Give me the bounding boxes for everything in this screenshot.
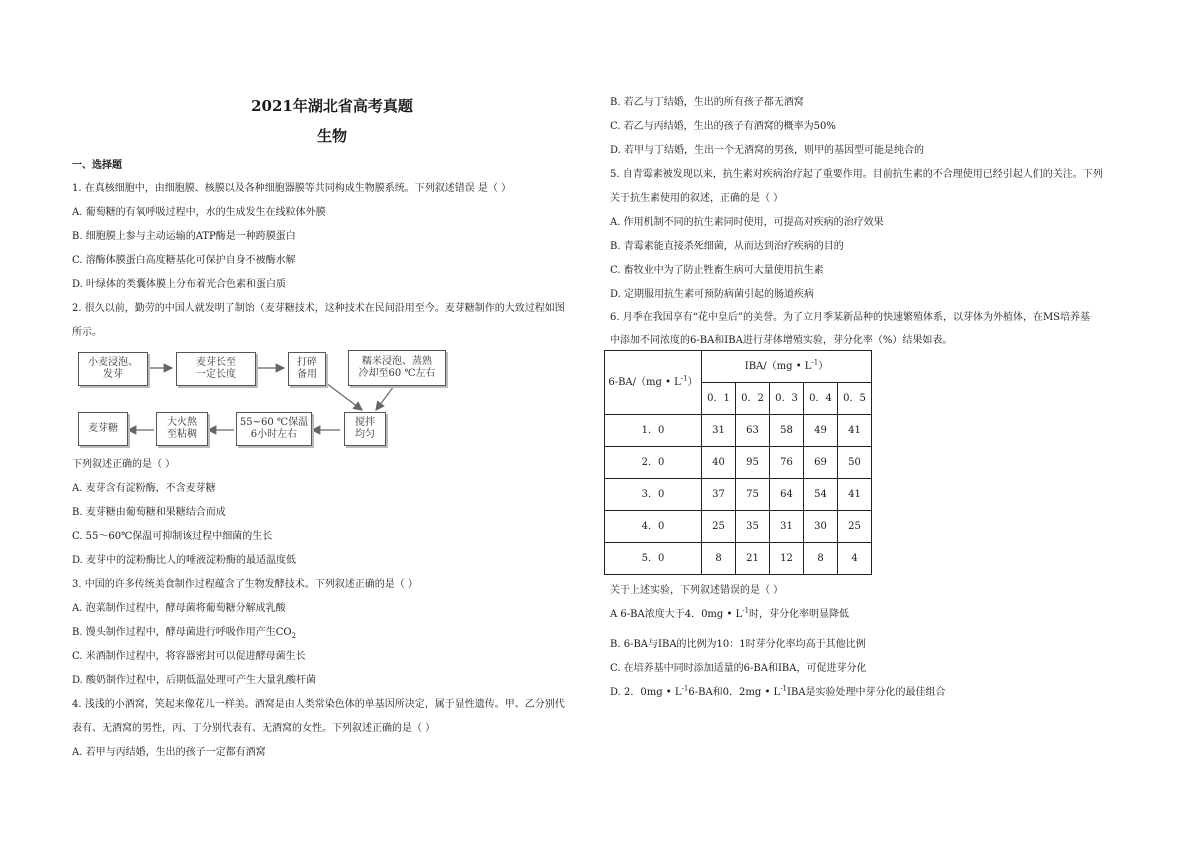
q6-stem-line1: 6. 月季在我国享有“花中皇后”的美誉。为了立月季某新品种的快速繁殖体系，以芽体为外植体，在MS培养基: [610, 312, 1091, 323]
q6-option-a: A 6-BA浓度大于4．0mg • $L^{-1}$时，芽分化率明显降低: [610, 606, 850, 620]
flow-step-incubate: 55~60 ℃保温 6小时左右: [236, 412, 312, 446]
q4-option-c: C. 若乙与丙结婚，生出的孩子有酒窝的概率为50%: [610, 121, 836, 132]
q3-option-b: B. 馒头制作过程中，酵母菌进行呼吸作用产生$CO_2$: [72, 627, 297, 640]
table-cell: 58: [770, 415, 804, 447]
table-row: [605, 511, 872, 543]
ba-iba-table: [604, 350, 872, 575]
flow-step-crush: 打碎 备用: [288, 352, 326, 386]
table-row-header: 6-BA/（mg • $L^{-1}$）: [605, 351, 702, 415]
table-cell: 4: [838, 543, 872, 575]
flow-step-glutinous-rice: 糯米浸泡、蒸熟 冷却至60 ℃左右: [348, 350, 446, 386]
q4-option-b: B. 若乙与丁结婚，生出的所有孩子都无酒窝: [610, 97, 804, 108]
flow-step-stir: 搅拌 均匀: [344, 412, 386, 446]
flow-step-malt-grow: 麦芽长至 一定长度: [176, 352, 256, 386]
table-cell: 2．0: [605, 447, 702, 479]
table-cell: 25: [702, 511, 736, 543]
section-heading: 一、选择题: [72, 160, 122, 171]
table-row: [605, 415, 872, 447]
q5-option-b: B. 青霉素能直接杀死细菌，从而达到治疗疾病的目的: [610, 241, 844, 252]
table-cell: 12: [770, 543, 804, 575]
page-title: 2021年湖北省高考真题: [251, 97, 413, 115]
q6-option-b: B. 6-BA与IBA的比例为10：1时芽分化率均高于其他比例: [610, 639, 866, 650]
table-cell: 8: [702, 543, 736, 575]
q3-stem: 3. 中国的许多传统美食制作过程蕴含了生物发酵技术。下列叙述正确的是（ ）: [72, 579, 418, 590]
q1-option-a: A. 葡萄糖的有氧呼吸过程中，水的生成发生在线粒体外膜: [72, 207, 326, 218]
flow-step-boil: 大火熬 至粘稠: [156, 412, 208, 446]
q2-option-d: D. 麦芽中的淀粉酶比人的唾液淀粉酶的最适温度低: [72, 555, 297, 566]
q3-option-c: C. 米酒制作过程中，将容器密封可以促进酵母菌生长: [72, 651, 306, 662]
table-cell: 5．0: [605, 543, 702, 575]
q3-option-d: D. 酸奶制作过程中，后期低温处理可产生大量乳酸杆菌: [72, 675, 317, 686]
table-row: [605, 447, 872, 479]
q2-ask: 下列叙述正确的是（ ）: [72, 459, 176, 470]
q5-option-a: A. 作用机制不同的抗生素同时使用，可提高对疾病的治疗效果: [610, 217, 884, 228]
table-iba-head: 0．4: [804, 383, 838, 415]
table-cell: 25: [838, 511, 872, 543]
q5-option-c: C. 畜牧业中为了防止牲畜生病可大量使用抗生素: [610, 265, 824, 276]
q6-option-d: D. 2．0mg • $L^{-1}6-BA$和0．2mg • $L^{-1}IBA$是实验处理中芽分化的最佳组合: [610, 684, 946, 698]
q1-option-b: B. 细胞膜上参与主动运输的ATP酶是一种跨膜蛋白: [72, 231, 296, 242]
q2-stem-line2: 所示。: [72, 327, 102, 338]
table-cell: 30: [804, 511, 838, 543]
table-cell: 63: [736, 415, 770, 447]
table-cell: 41: [838, 415, 872, 447]
q1-option-c: C. 溶酶体膜蛋白高度糖基化可保护自身不被酶水解: [72, 255, 296, 266]
q6-ask: 关于上述实验，下列叙述错误的是（ ）: [610, 585, 784, 596]
table-cell: 54: [804, 479, 838, 511]
table-cell: 40: [702, 447, 736, 479]
q5-option-d: D. 定期服用抗生素可预防病菌引起的肠道疾病: [610, 289, 815, 300]
table-iba-head: 0．1: [702, 383, 736, 415]
table-cell: 41: [838, 479, 872, 511]
table-iba-head: 0．2: [736, 383, 770, 415]
table-cell: 75: [736, 479, 770, 511]
table-row: [605, 543, 872, 575]
page-subtitle: 生物: [316, 127, 347, 145]
table-cell: 95: [736, 447, 770, 479]
q6-option-c: C. 在培养基中同时添加适量的6-BA和IBA，可促进芽分化: [610, 663, 867, 674]
table-cell: 1．0: [605, 415, 702, 447]
table-cell: 49: [804, 415, 838, 447]
maltose-flow-diagram: [72, 348, 472, 448]
flow-step-soak-wheat: 小麦浸泡、 发芽: [78, 352, 148, 386]
table-cell: 3．0: [605, 479, 702, 511]
q2-option-c: C. 55～60℃保温可抑制该过程中细菌的生长: [72, 531, 273, 542]
q3-option-a: A. 泡菜制作过程中，酵母菌将葡萄糖分解成乳酸: [72, 603, 286, 614]
table-cell: 21: [736, 543, 770, 575]
q2-stem-line1: 2. 很久以前，勤劳的中国人就发明了制饴（麦芽糖技术，这种技术在民间沿用至今。麦芽糖制作的大致过程如图: [72, 303, 565, 314]
table-row: [605, 479, 872, 511]
q5-stem-line2: 关于抗生素使用的叙述，正确的是（ ）: [610, 193, 784, 204]
q4-option-a: A. 若甲与丙结婚，生出的孩子一定都有酒窝: [72, 747, 266, 758]
table-cell: 76: [770, 447, 804, 479]
table-cell: 4．0: [605, 511, 702, 543]
table-cell: 35: [736, 511, 770, 543]
table-iba-head: 0．5: [838, 383, 872, 415]
table-iba-head: 0．3: [770, 383, 804, 415]
q1-option-d: D. 叶绿体的类囊体膜上分布着光合色素和蛋白质: [72, 279, 287, 290]
q2-option-b: B. 麦芽糖由葡萄糖和果糖结合而成: [72, 507, 226, 518]
table-cell: 31: [702, 415, 736, 447]
flow-step-maltose: 麦芽糖: [78, 412, 128, 446]
table-cell: 50: [838, 447, 872, 479]
q5-stem-line1: 5. 自青霉素被发现以来，抗生素对疾病治疗起了重要作用。目前抗生素的不合理使用已经引起人们的关注。下列: [610, 169, 1103, 180]
q4-stem-line1: 4. 浅浅的小酒窝，笑起来像花儿一样美。酒窝是由人类常染色体的单基因所决定，属于显性遗传。甲、乙分别代: [72, 699, 565, 710]
table-cell: 37: [702, 479, 736, 511]
table-cell: 64: [770, 479, 804, 511]
table-col-header: IBA/（mg • $L^{-1}$）: [702, 351, 872, 383]
q1-stem: 1. 在真核细胞中，由细胞膜、核膜以及各种细胞器膜等共同构成生物膜系统。下列叙述错误 是（ ）: [72, 183, 512, 194]
table-cell: 8: [804, 543, 838, 575]
q6-stem-line2: 中添加不同浓度的6-BA和IBA进行芽体增殖实验，芽分化率（%）结果如表。: [610, 335, 953, 346]
q4-stem-line2: 表有、无酒窝的男性，丙、丁分别代表有、无酒窝的女性。下列叙述正确的是（ ）: [72, 723, 436, 734]
q2-option-a: A. 麦芽含有淀粉酶，不含麦芽糖: [72, 483, 216, 494]
q4-option-d: D. 若甲与丁结婚，生出一个无酒窝的男孩，则甲的基因型可能是纯合的: [610, 145, 925, 156]
table-cell: 31: [770, 511, 804, 543]
table-cell: 69: [804, 447, 838, 479]
